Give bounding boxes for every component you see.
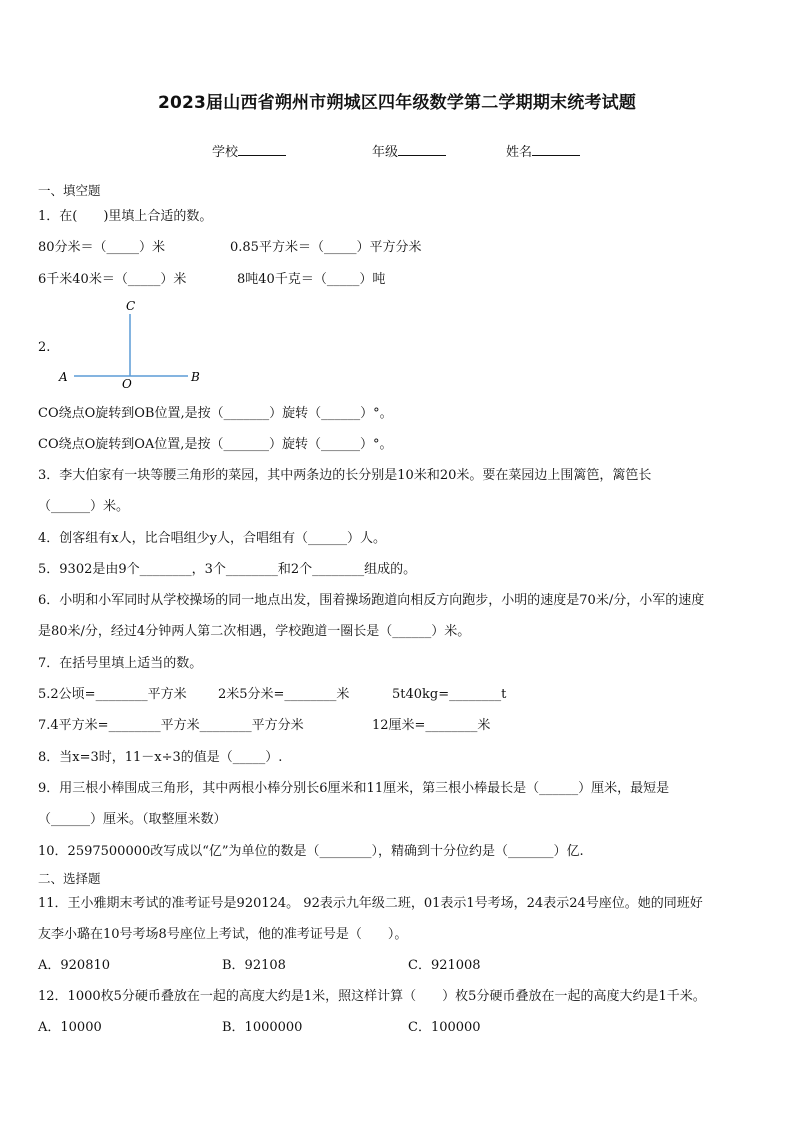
q11-option-c[interactable]: C．921008	[408, 958, 481, 973]
q9-line2: （______）厘米。（取整厘米数）	[38, 812, 227, 827]
q10: 10．2597500000改写成以“亿”为单位的数是（________），精确到十分位约是（_______）亿.	[38, 844, 584, 859]
q1-item-a1: 80分米＝（_____）米	[38, 240, 166, 255]
grade-field	[372, 141, 446, 160]
grade-label: 年级	[372, 145, 399, 160]
q7-r1b: 2米5分米=________米	[218, 687, 350, 702]
q3-line2: （______）米。	[38, 499, 130, 514]
label-c: C	[126, 299, 136, 313]
q11-line1: 11．王小雅期末考试的准考证号是920124。 92表示九年级二班，01表示1号考场，24表示24号座位。她的同班好	[38, 896, 703, 911]
q12-option-c[interactable]: C．100000	[408, 1020, 481, 1035]
q3-line1: 3．李大伯家有一块等腰三角形的菜园，其中两条边的长分别是10米和20米。要在菜园边上围篱笆，篱笆长	[38, 468, 652, 483]
q7-r1a: 5.2公顷=________平方米	[38, 687, 187, 702]
q7-r2b: 12厘米=________米	[372, 718, 491, 733]
q2-line2: CO绕点O旋转到OA位置,是按（_______）旋转（______）°。	[38, 437, 393, 452]
angle-diagram	[56, 298, 216, 390]
exam-title: 2023届山西省朔州市朔城区四年级数学第二学期期末统考试题	[157, 93, 637, 113]
q12-line1: 12．1000枚5分硬币叠放在一起的高度大约是1米，照这样计算（ ）枚5分硬币叠放在一起的高度大约是1千米。	[38, 989, 706, 1004]
section-heading-choice: 二、选择题	[38, 871, 101, 886]
q6-line2: 是80米/分，经过4分钟两人第二次相遇，学校跑道一圈长是（______）米。	[38, 624, 471, 639]
q2-number: 2.	[38, 340, 51, 355]
school-field	[212, 141, 286, 160]
q7-stem: 7．在括号里填上适当的数。	[38, 656, 203, 671]
q5: 5．9302是由9个________，3个________和2个________组成的。	[38, 562, 417, 577]
name-field	[506, 141, 580, 160]
q1-item-a2: 0.85平方米＝（_____）平方分米	[230, 240, 422, 255]
q11-option-a[interactable]: A．920810	[38, 958, 111, 973]
q11-option-b[interactable]: B．92108	[222, 958, 286, 973]
name-label: 姓名	[506, 145, 533, 160]
label-o: O	[122, 377, 132, 390]
grade-blank[interactable]	[398, 143, 446, 156]
q9-line1: 9．用三根小棒围成三角形，其中两根小棒分别长6厘米和11厘米，第三根小棒最长是（______）厘米，最短是	[38, 781, 670, 796]
q8: 8．当x=3时，11－x÷3的值是（_____）.	[38, 750, 283, 765]
school-label: 学校	[212, 145, 239, 160]
q6-line1: 6．小明和小军同时从学校操场的同一地点出发，围着操场跑道向相反方向跑步，小明的速度是70米/分，小军的速度	[38, 593, 705, 608]
label-b: B	[191, 370, 200, 384]
q11-line2: 友李小璐在10号考场8号座位上考试，他的准考证号是（ ）。	[38, 927, 408, 942]
q1-item-b2: 8吨40千克＝（_____）吨	[237, 272, 386, 287]
q12-option-a[interactable]: A．10000	[38, 1020, 102, 1035]
q1-stem: 1．在( )里填上合适的数。	[38, 209, 213, 224]
q4: 4．创客组有x人，比合唱组少y人，合唱组有（______）人。	[38, 531, 386, 546]
q12-option-b[interactable]: B．1000000	[222, 1020, 303, 1035]
q7-r2a: 7.4平方米=________平方米________平方分米	[38, 718, 304, 733]
school-blank[interactable]	[238, 143, 286, 156]
q7-r1c: 5t40kg=________t	[392, 687, 507, 702]
q2-line1: CO绕点O旋转到OB位置,是按（_______）旋转（______）°。	[38, 406, 393, 421]
name-blank[interactable]	[532, 143, 580, 156]
q1-item-b1: 6千米40米＝（_____）米	[38, 272, 187, 287]
section-heading-fill-blank: 一、填空题	[38, 183, 101, 198]
label-a: A	[59, 370, 68, 384]
